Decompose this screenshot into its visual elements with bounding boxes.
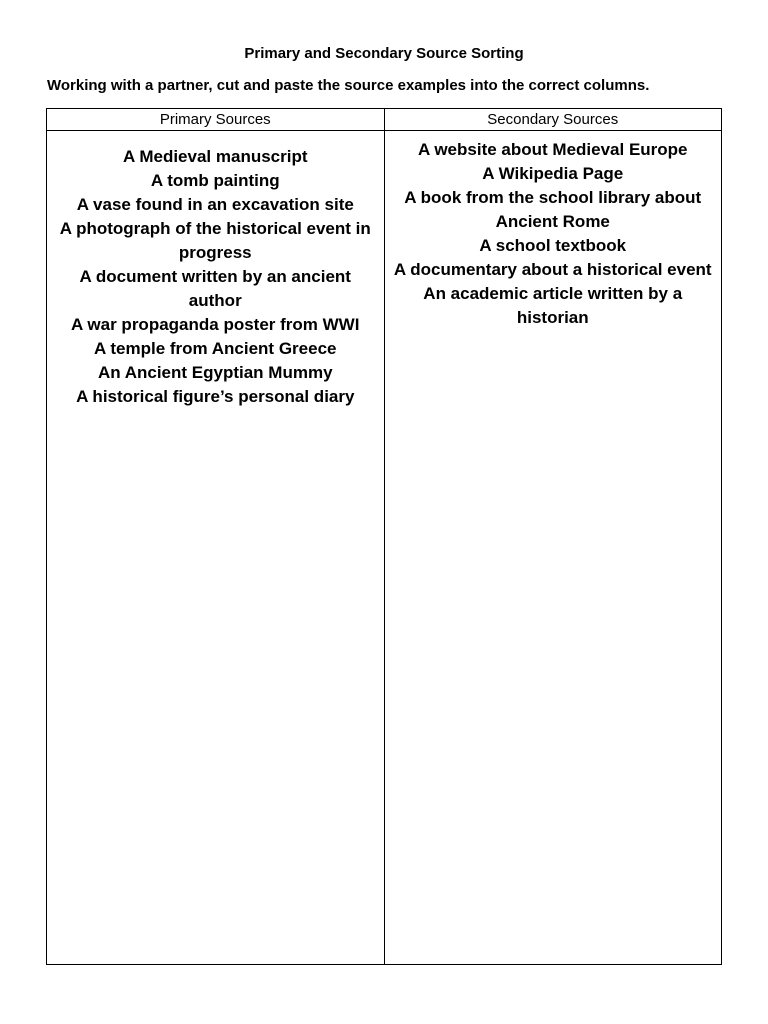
list-item: A Wikipedia Page: [482, 164, 624, 183]
instructions-text: Working with a partner, cut and paste the source examples into the correct columns.: [47, 77, 650, 94]
secondary-sources-list: [385, 131, 722, 330]
secondary-sources-header: Secondary Sources: [384, 109, 722, 131]
primary-sources-column: [47, 131, 385, 965]
list-item: A historical figure’s personal diary: [76, 387, 355, 406]
list-item: A website about Medieval Europe: [417, 140, 688, 159]
primary-sources-header: Primary Sources: [47, 109, 385, 131]
table-header-row: [47, 109, 722, 131]
list-item: A document written by an ancient author: [79, 267, 351, 310]
sorting-table: [46, 108, 722, 965]
list-item: A photograph of the historical event in progress: [59, 219, 371, 262]
list-item: A documentary about a historical event: [393, 260, 712, 279]
list-item: A tomb painting: [150, 171, 280, 190]
list-item: A war propaganda poster from WWI: [71, 315, 360, 334]
list-item: A book from the school library about Ancient Rome: [404, 188, 702, 231]
list-item: A school textbook: [479, 236, 627, 255]
list-item: A vase found in an excavation site: [76, 195, 354, 214]
secondary-sources-column: [384, 131, 722, 965]
list-item: An Ancient Egyptian Mummy: [97, 363, 333, 382]
table-body-row: [47, 131, 722, 965]
primary-sources-list: [47, 131, 384, 409]
list-item: An academic article written by a historian: [423, 284, 683, 327]
page-title: Primary and Secondary Source Sorting: [244, 45, 524, 62]
list-item: A Medieval manuscript: [122, 147, 308, 166]
list-item: A temple from Ancient Greece: [94, 339, 337, 358]
